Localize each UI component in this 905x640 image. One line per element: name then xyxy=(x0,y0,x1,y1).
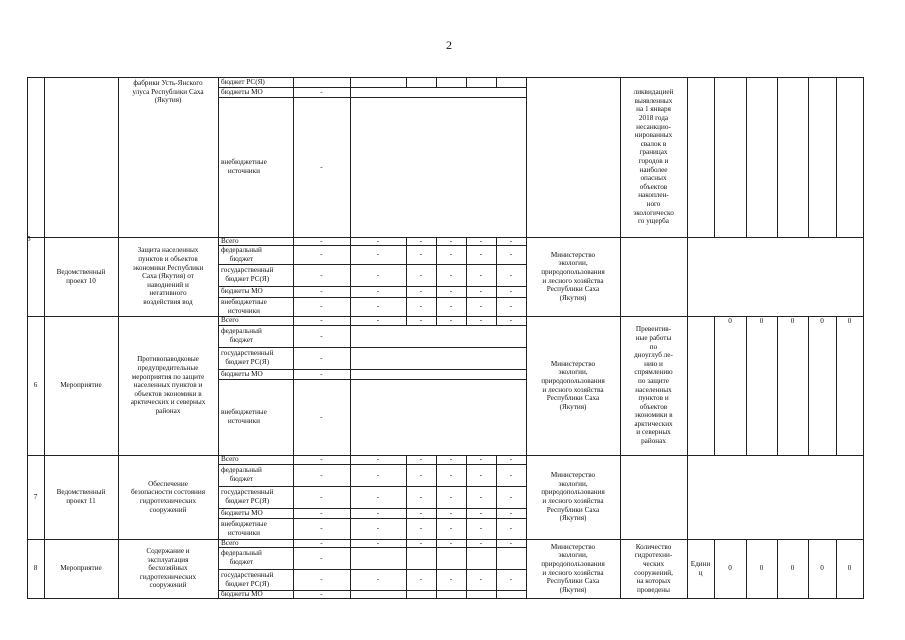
amount-cell: - xyxy=(419,539,423,547)
indicator-column-rule xyxy=(714,77,715,238)
funding-source-label: внебюджетные источники xyxy=(221,297,267,315)
amount-cell: - xyxy=(320,250,323,259)
amount-cell: - xyxy=(449,287,453,296)
amount-cell: - xyxy=(479,524,483,533)
funding-source-label: государственный бюджет РС(Я) xyxy=(221,570,274,588)
amount-cell: - xyxy=(419,492,423,501)
funding-source-label: внебюджетные источники xyxy=(221,519,267,537)
amount-cell: - xyxy=(449,508,453,517)
funding-source-label: федеральный бюджет xyxy=(221,245,262,263)
amount-cell: - xyxy=(320,492,323,501)
indicator-column-rule xyxy=(808,316,809,456)
executor-name: Министерство экологии, природопользования и лесного хозяйства Республики Саха (Якутия) xyxy=(541,250,605,302)
amount-cell: - xyxy=(449,455,453,464)
amount-cell: - xyxy=(509,270,513,279)
indicator-text: ликвидацией выявленных на 1 января 2018 года несанкцио- нированных свалок в границах городов и наиболее опасных объектов накоплен- ного экологическо го ущерба xyxy=(633,88,674,226)
amount-cell: - xyxy=(419,455,423,464)
amount-cell: - xyxy=(419,302,423,311)
amount-cell: - xyxy=(449,539,453,547)
measure-name: Содержание и эксплуатация бесхозяйных гидротехнических сооружений xyxy=(139,547,197,590)
amount-cell: - xyxy=(509,237,513,245)
funding-source-label: внебюджетные источники xyxy=(221,158,267,175)
measure-type: Ведомственный проект 10 xyxy=(56,267,106,285)
measure-name: фабрики Усть-Янского улуса Республики Саха (Якутия) xyxy=(132,79,204,105)
indicator-value: 0 xyxy=(759,316,764,325)
row-number: 5 xyxy=(27,235,31,243)
measure-type: Мероприятие xyxy=(60,381,102,390)
measure-type: Мероприятие xyxy=(60,564,102,573)
amount-cell: - xyxy=(419,270,423,279)
amount-cell: - xyxy=(419,237,423,245)
amount-cell: - xyxy=(320,455,323,464)
funding-source-label: Всего xyxy=(221,455,239,464)
table-bottom-border xyxy=(27,598,864,599)
funding-source-label: Всего xyxy=(221,316,239,325)
amount-column-rule xyxy=(350,87,351,238)
amount-cell: - xyxy=(320,412,323,421)
measure-name: Обеспечение безопасности состояния гидротехнических сооружений xyxy=(130,479,205,514)
funding-source-label: бюджеты МО xyxy=(221,287,263,296)
funding-source-label: федеральный бюджет xyxy=(221,327,262,344)
indicator-value: 0 xyxy=(728,316,732,325)
amount-cell: - xyxy=(419,316,423,325)
amount-column-rule xyxy=(350,325,351,456)
amount-cell: - xyxy=(509,250,513,259)
amount-cell: - xyxy=(320,470,323,479)
indicator-value: 0 xyxy=(820,564,824,573)
amount-cell: - xyxy=(449,302,453,311)
measure-name: Защита населенных пунктов и объектов экономики Республики Саха (Якутия) от наводнений и негативного воздействия вод xyxy=(132,246,204,306)
amount-cell: - xyxy=(320,590,323,598)
measure-name: Противопаводковые предупредительные мероприятия по защите населенных пунктов и объектов экономики в арктических и северных районах xyxy=(130,355,206,415)
amount-cell: - xyxy=(419,470,423,479)
amount-cell: - xyxy=(479,492,483,501)
executor-name: Министерство экологии, природопользования и лесного хозяйства Республики Саха (Якутия) xyxy=(541,471,605,523)
amount-cell: - xyxy=(320,553,323,562)
amount-cell: - xyxy=(509,302,513,311)
indicator-column-rule xyxy=(746,77,747,238)
indicator-column-rule xyxy=(777,316,778,456)
amount-cell: - xyxy=(320,270,323,279)
amount-cell: - xyxy=(376,470,380,479)
amount-cell: - xyxy=(479,455,483,464)
indicator-value: 0 xyxy=(847,316,852,325)
amount-cell: - xyxy=(479,539,483,547)
amount-cell: - xyxy=(509,508,513,517)
amount-cell: - xyxy=(376,524,380,533)
amount-cell: - xyxy=(320,237,323,245)
amount-cell: - xyxy=(449,575,453,584)
column-rule xyxy=(687,77,688,599)
amount-cell: - xyxy=(320,508,323,517)
funding-source-label: внебюджетные источники xyxy=(221,408,267,425)
funding-source-label: государственный бюджет РС(Я) xyxy=(221,488,274,505)
column-rule xyxy=(218,77,219,599)
amount-cell: - xyxy=(376,455,380,464)
amount-cell: - xyxy=(320,369,323,378)
amount-cell: - xyxy=(376,237,380,245)
funding-source-label: Всего xyxy=(221,539,239,547)
amount-cell: - xyxy=(376,302,380,311)
amount-cell: - xyxy=(320,524,323,533)
amount-cell: - xyxy=(320,316,323,325)
funding-source-label: государственный бюджет РС(Я) xyxy=(221,349,274,366)
amount-cell: - xyxy=(479,470,483,479)
row-number: 7 xyxy=(33,492,38,501)
amount-cell: - xyxy=(376,508,380,517)
amount-cell: - xyxy=(479,575,483,584)
amount-cell: - xyxy=(509,492,513,501)
amount-cell: - xyxy=(320,162,323,171)
amount-cell: - xyxy=(320,287,323,296)
indicator-column-rule xyxy=(808,77,809,238)
amount-cell: - xyxy=(320,87,323,96)
indicator-text: Количество гидротехни- ческих сооружений, на которых проведены xyxy=(634,542,673,594)
funding-source-label: государственный бюджет РС(Я) xyxy=(221,266,274,283)
indicator-column-rule xyxy=(714,316,715,456)
indicator-value: 0 xyxy=(728,564,732,573)
amount-cell: - xyxy=(509,539,513,547)
funding-source-label: федеральный бюджет xyxy=(221,549,262,566)
amount-cell: - xyxy=(419,287,423,296)
amount-cell: - xyxy=(320,302,323,311)
amount-cell: - xyxy=(479,316,483,325)
funding-source-label: бюджеты МО xyxy=(221,508,263,517)
amount-cell: - xyxy=(449,492,453,501)
amount-cell: - xyxy=(376,270,380,279)
amount-cell: - xyxy=(509,470,513,479)
funding-source-label: бюджет РС(Я) xyxy=(221,77,265,86)
amount-cell: - xyxy=(479,508,483,517)
amount-cell: - xyxy=(449,470,453,479)
amount-cell: - xyxy=(376,287,380,296)
funding-source-label: Всего xyxy=(221,237,239,245)
amount-cell: - xyxy=(376,575,380,584)
amount-cell: - xyxy=(509,455,513,464)
indicator-value: 0 xyxy=(790,564,795,573)
row-number: 8 xyxy=(33,564,38,573)
amount-cell: - xyxy=(479,302,483,311)
measure-type: Ведомственный проект 11 xyxy=(56,488,106,505)
unit-of-measure: Едини ц xyxy=(690,559,711,577)
amount-cell: - xyxy=(509,316,513,325)
amount-cell: - xyxy=(449,250,453,259)
indicator-column-rule xyxy=(836,316,837,456)
funding-source-label: бюджеты МО xyxy=(221,369,263,378)
amount-cell: - xyxy=(449,270,453,279)
amount-cell: - xyxy=(479,250,483,259)
indicator-value: 0 xyxy=(790,316,795,325)
amount-cell: - xyxy=(320,353,323,362)
amount-cell: - xyxy=(419,575,423,584)
amount-cell: - xyxy=(479,270,483,279)
amount-cell: - xyxy=(479,287,483,296)
amount-cell: - xyxy=(509,524,513,533)
funding-source-label: бюджеты МО xyxy=(221,87,263,96)
amount-cell: - xyxy=(376,250,380,259)
indicator-column-rule xyxy=(746,316,747,456)
funding-source-label: бюджеты МО xyxy=(221,590,263,598)
amount-cell: - xyxy=(419,524,423,533)
amount-cell: - xyxy=(376,492,380,501)
amount-cell: - xyxy=(376,539,380,547)
funding-source-label: федеральный бюджет xyxy=(221,466,262,483)
indicator-value: 0 xyxy=(759,564,764,573)
indicator-column-rule xyxy=(836,77,837,238)
amount-cell: - xyxy=(320,539,323,547)
amount-cell: - xyxy=(419,508,423,517)
amount-cell: - xyxy=(419,250,423,259)
executor-name: Министерство экологии, природопользования и лесного хозяйства Республики Саха (Якутия) xyxy=(541,359,605,411)
amount-cell: - xyxy=(479,237,483,245)
amount-cell: - xyxy=(449,524,453,533)
row-number: 6 xyxy=(33,381,38,390)
amount-cell: - xyxy=(376,316,380,325)
amount-cell: - xyxy=(509,575,513,584)
amount-cell: - xyxy=(509,287,513,296)
amount-cell: - xyxy=(449,316,453,325)
page-number: 2 xyxy=(446,38,452,52)
indicator-value: 0 xyxy=(820,316,824,325)
amount-cell: - xyxy=(320,575,323,584)
indicator-text: Превентив- ные работы по дноуглуб ле- нию и спрямлению по защите населенных пунктов и объектов экономики в арктических и северных районах xyxy=(634,325,673,446)
indicator-value: 0 xyxy=(847,564,852,573)
amount-cell: - xyxy=(449,237,453,245)
indicator-column-rule xyxy=(777,77,778,238)
executor-name: Министерство экологии, природопользования и лесного хозяйства Республики Саха (Якутия) xyxy=(541,542,605,594)
column-rule xyxy=(863,77,864,599)
amount-cell: - xyxy=(320,331,323,340)
